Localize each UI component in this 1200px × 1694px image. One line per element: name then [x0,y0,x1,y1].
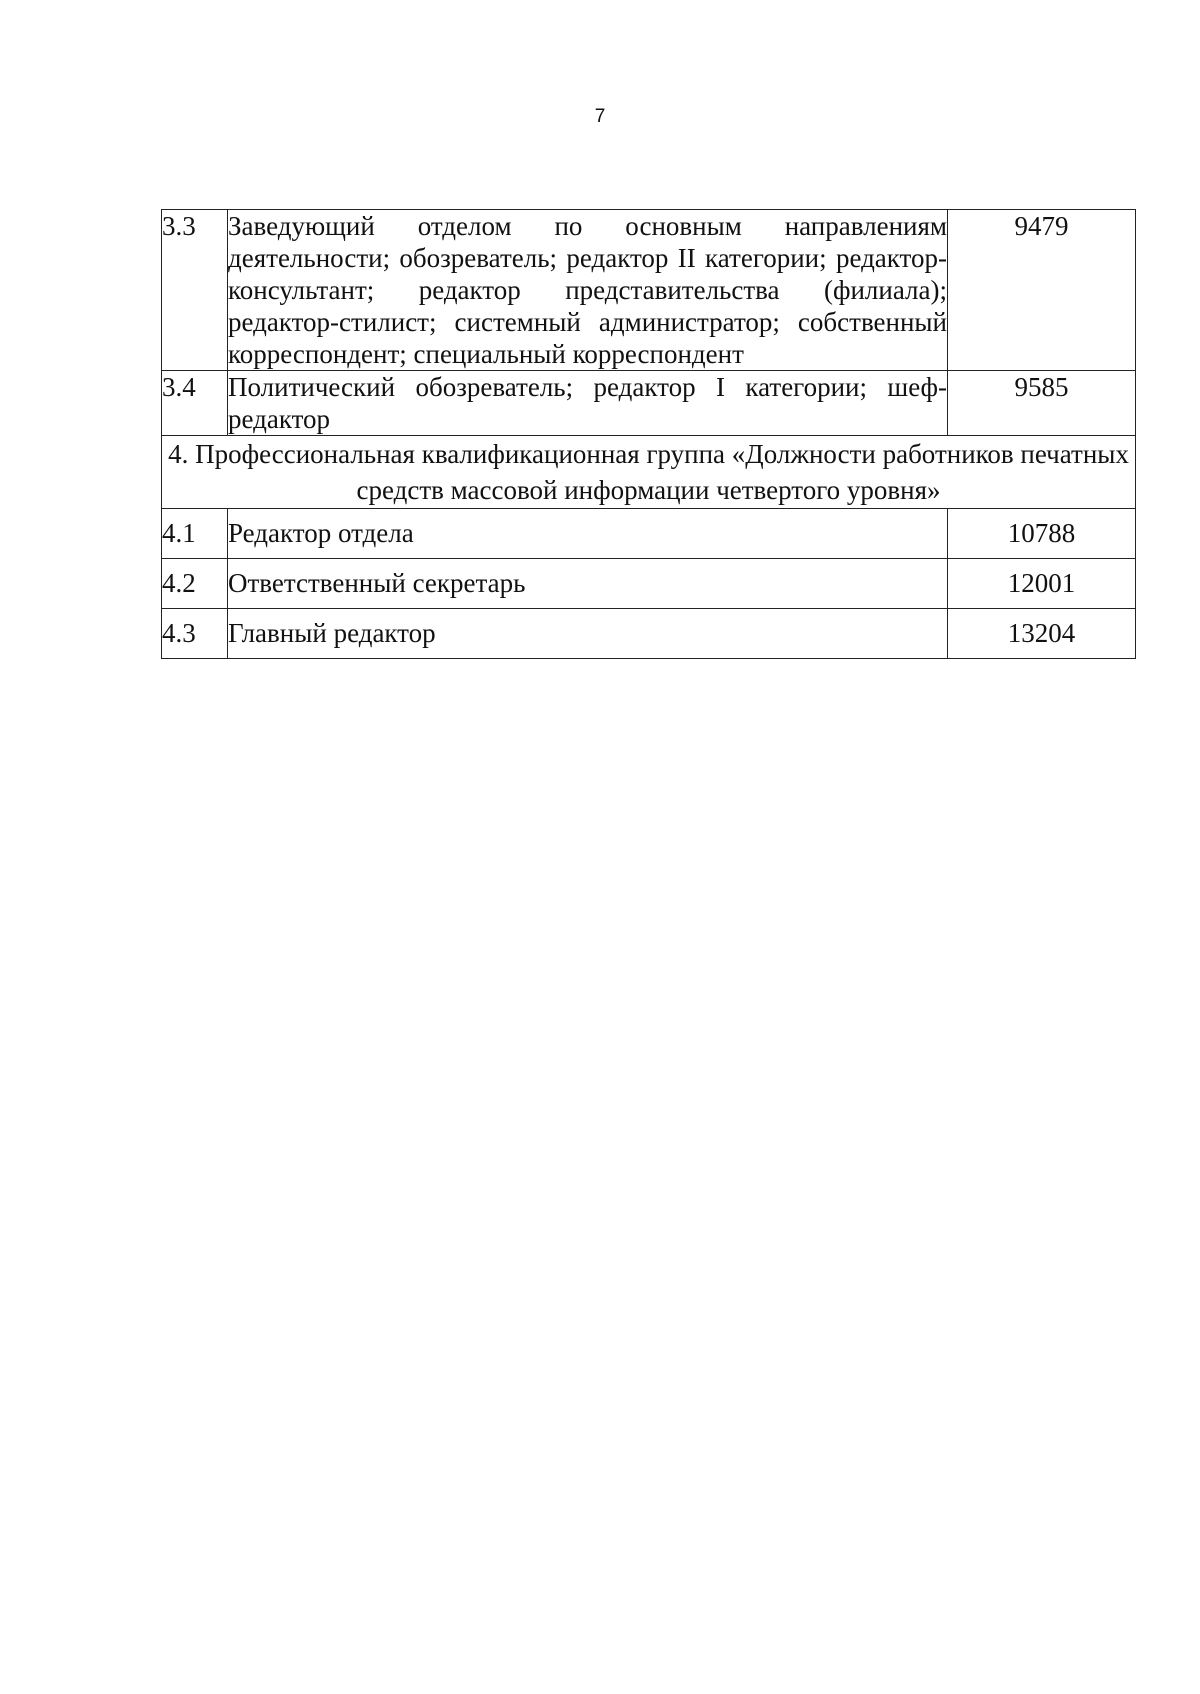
table-row [162,609,1136,659]
salary-value: 9585 [948,371,1136,436]
salary-table [161,209,1136,659]
table-row [162,509,1136,559]
row-number: 3.4 [162,371,228,436]
qualification-group-header: 4. Профессиональная квалификационная группа «Должности работников печатных средств массовой информации четвертого уровня» [162,436,1136,509]
table-row [162,210,1136,371]
salary-value: 13204 [948,609,1136,659]
position-title: Заведующий отделом по основным направлениям деятельности; обозреватель; редактор II категории; редактор-консультант; редактор представительства (филиала); редактор-стилист; системный администратор; собственный корреспондент; специальный корреспондент [228,211,947,369]
position-title: Политический обозреватель; редактор I категории; шеф-редактор [228,372,947,434]
row-number: 4.3 [162,609,228,659]
page-number: 7 [594,106,606,127]
salary-value: 12001 [948,559,1136,609]
position-title: Редактор отдела [228,509,948,559]
salary-value: 10788 [948,509,1136,559]
position-title: Ответственный секретарь [228,559,948,609]
row-number: 4.1 [162,509,228,559]
row-number: 3.3 [162,210,228,371]
table-row [162,559,1136,609]
salary-value: 9479 [948,210,1136,371]
position-title: Главный редактор [228,609,948,659]
row-number: 4.2 [162,559,228,609]
table-row [162,371,1136,436]
group-header-row [162,436,1136,509]
